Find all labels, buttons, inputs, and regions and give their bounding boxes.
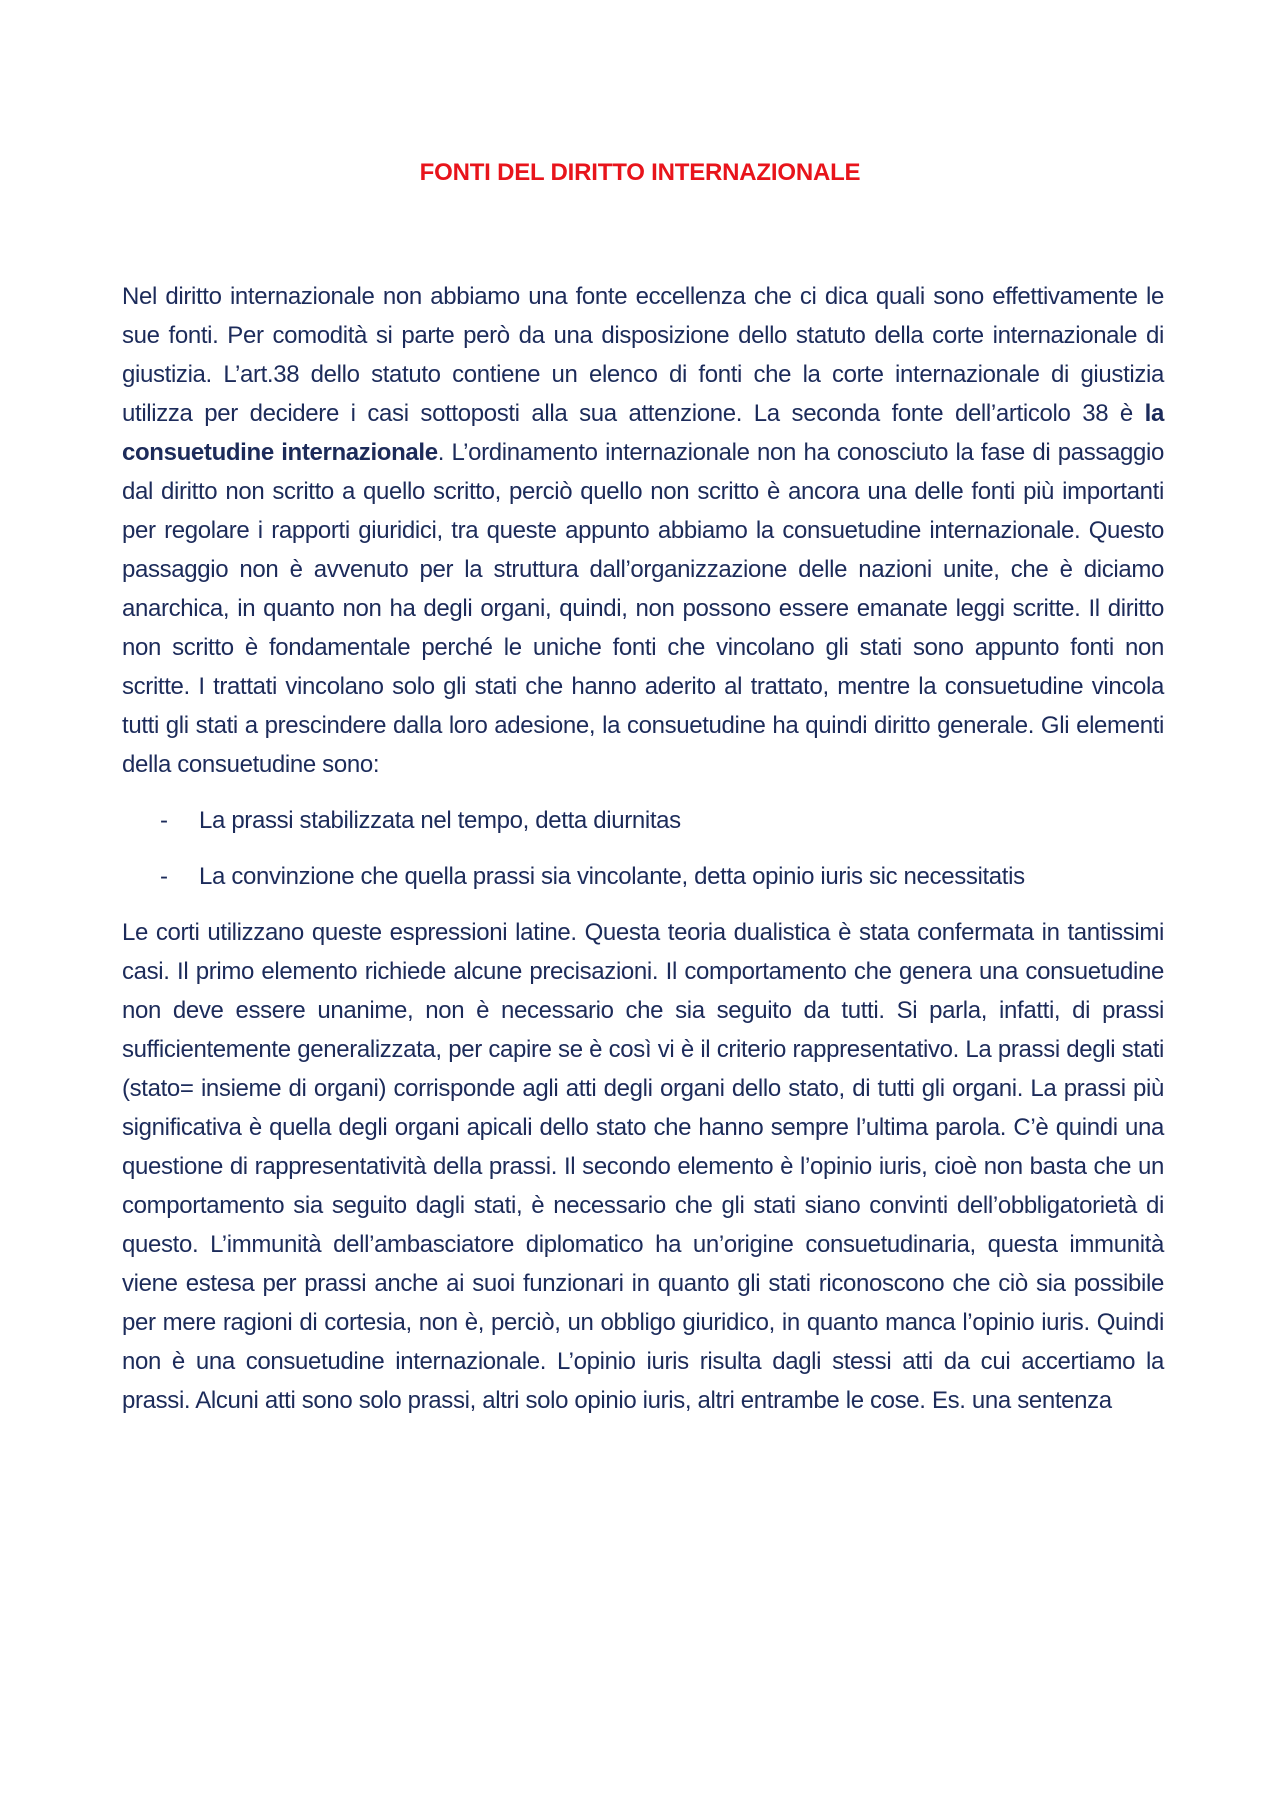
- paragraph-intro-text-1: Nel diritto internazionale non abbiamo una fonte eccellenza che ci dica quali sono effettivamente le sue fonti. Per comodità si parte però da una disposizione dello statuto della corte internazionale di giustizia. L’art.38 dello statuto contiene un elenco di fonti che la corte internazionale di giustizia utilizza per decidere i casi sottoposti alla sua attenzione. La seconda fonte dell’articolo 38 è: [122, 283, 1164, 427]
- paragraph-intro-bold-term: la consuetudine internazionale: [122, 400, 1164, 466]
- paragraph-intro-text-2: . L’ordinamento internazionale non ha conosciuto la fase di passaggio dal diritto non scritto a quello scritto, perciò quello non scritto è ancora una delle fonti più importanti per regolare i rapporti giuridici, tra queste appunto abbiamo la consuetudine internazionale. Questo passaggio non è avvenuto per la struttura dall’organizzazione delle nazioni unite, che è diciamo anarchica, in quanto non ha degli organi, quindi, non possono essere emanate leggi scritte. Il diritto non scritto è fondamentale perché le uniche fonti che vincolano gli stati sono appunto fonti non scritte. I trattati vincolano solo gli stati che hanno aderito al trattato, mentre la consuetudine vincola tutti gli stati a prescindere dalla loro adesione, la consuetudine ha quindi diritto generale. Gli elementi della consuetudine sono:: [122, 439, 1164, 778]
- list-dash: -: [160, 863, 168, 890]
- paragraph-second: Le corti utilizzano queste espressioni latine. Questa teoria dualistica è stata confermata in tantissimi casi. Il primo elemento richiede alcune precisazioni. Il comportamento che genera una consuetudine non deve essere unanime, non è necessario che sia seguito da tutti. Si parla, infatti, di prassi sufficientemente generalizzata, per capire se è così vi è il criterio rappresentativo. La prassi degli stati (stato= insieme di organi) corrisponde agli atti degli organi dello stato, di tutti gli organi. La prassi più significativa è quella degli organi apicali dello stato che hanno sempre l’ultima parola. C’è quindi una questione di rappresentatività della prassi. Il secondo elemento è l’opinio iuris, cioè non basta che un comportamento sia seguito dagli stati, è necessario che gli stati siano convinti dell’obbligatorietà di questo. L’immunità dell’ambasciatore diplomatico ha un’origine consuetudinaria, questa immunità viene estesa per prassi anche ai suoi funzionari in quanto gli stati riconoscono che ciò sia possibile per mere ragioni di cortesia, non è, perciò, un obbligo giuridico, in quanto manca l’opinio iuris. Quindi non è una consuetudine internazionale. L’opinio iuris risulta dagli stessi atti da cui accertiamo la prassi. Alcuni atti sono solo prassi, altri solo opinio iuris, altri entrambe le cose. Es. una sentenza: [122, 919, 1164, 1414]
- list-item-text: La prassi stabilizzata nel tempo, detta diurnitas: [199, 807, 681, 834]
- list-item-text: La convinzione che quella prassi sia vincolante, detta opinio iuris sic necessitatis: [199, 863, 1025, 890]
- document-body: [122, 277, 1164, 1420]
- elements-list: [122, 801, 1164, 896]
- document-title: FONTI DEL DIRITTO INTERNAZIONALE: [419, 159, 861, 186]
- list-item: [122, 857, 1164, 896]
- list-dash: -: [160, 807, 168, 834]
- list-item: [122, 801, 1164, 840]
- paragraph-intro: [122, 277, 1164, 784]
